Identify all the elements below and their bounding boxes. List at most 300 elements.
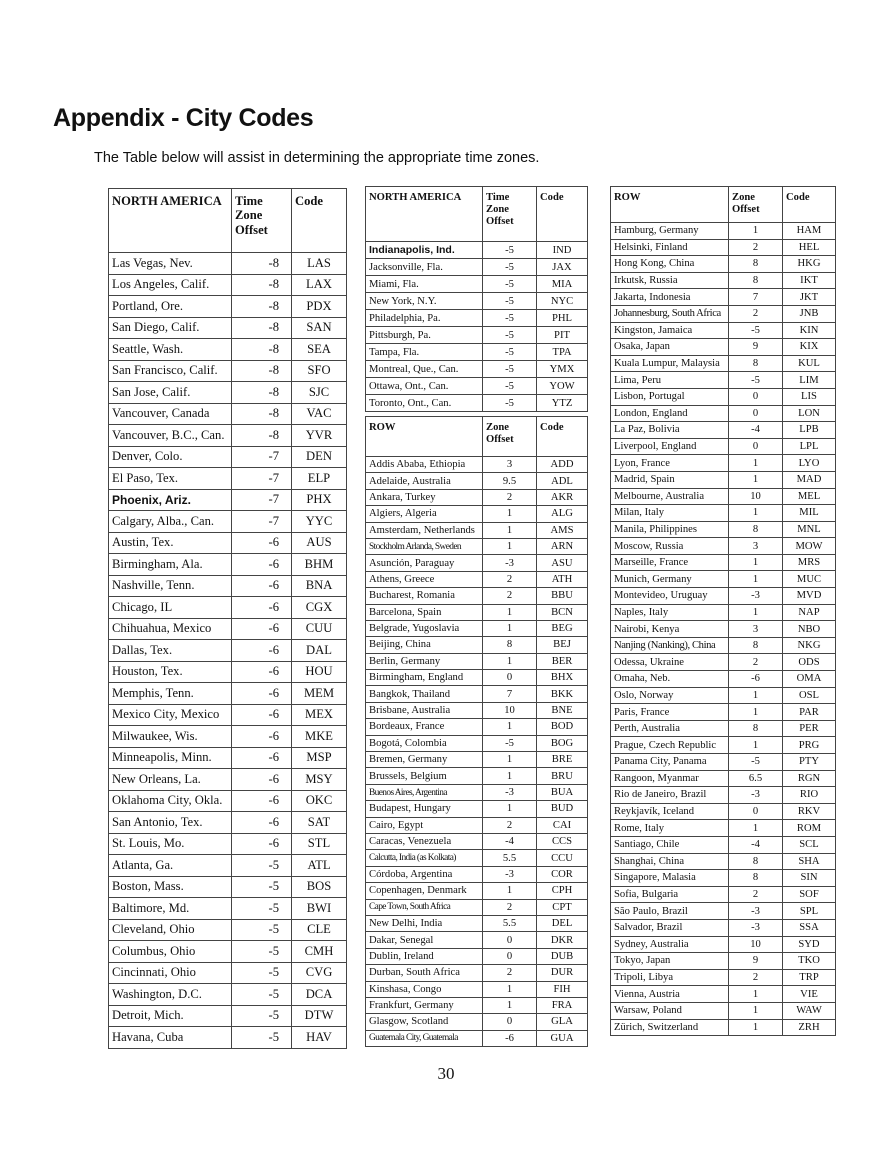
zone-offset-cell: -5: [729, 322, 783, 339]
table-row: [611, 339, 836, 356]
code-cell: BER: [537, 653, 588, 669]
zone-offset-cell: 1: [483, 538, 537, 554]
city-cell: Brussels, Belgium: [366, 768, 483, 784]
city-cell: Rome, Italy: [611, 820, 729, 837]
code-cell: LIM: [783, 372, 836, 389]
code-cell: PER: [783, 720, 836, 737]
city-cell: Bordeaux, France: [366, 719, 483, 735]
code-cell: MRS: [783, 554, 836, 571]
city-cell: Kingston, Jamaica: [611, 322, 729, 339]
table-row: [366, 932, 588, 948]
zone-offset-cell: -5: [483, 344, 537, 361]
column-header: NORTH AMERICA: [109, 189, 232, 253]
table-row: [109, 253, 347, 275]
zone-offset-cell: 1: [729, 455, 783, 472]
code-cell: GUA: [537, 1030, 588, 1046]
code-cell: LAS: [292, 253, 347, 275]
zone-offset-cell: -6: [232, 575, 292, 597]
code-cell: KIN: [783, 322, 836, 339]
code-cell: ODS: [783, 654, 836, 671]
table-row: [109, 532, 347, 554]
city-cell: Cairo, Egypt: [366, 817, 483, 833]
table-row: [109, 919, 347, 941]
city-cell: San Jose, Calif.: [109, 382, 232, 404]
zone-offset-cell: 1: [483, 801, 537, 817]
code-cell: HKG: [783, 256, 836, 273]
table-row: [611, 422, 836, 439]
code-cell: PHL: [537, 310, 588, 327]
zone-offset-cell: 1: [483, 522, 537, 538]
table-row: [109, 941, 347, 963]
zone-offset-cell: 1: [483, 883, 537, 899]
code-cell: AMS: [537, 522, 588, 538]
code-cell: TPA: [537, 344, 588, 361]
zone-offset-cell: 0: [483, 670, 537, 686]
zone-offset-cell: -7: [232, 489, 292, 511]
table-row: [366, 259, 588, 276]
code-cell: MEL: [783, 488, 836, 505]
zone-offset-cell: 0: [729, 388, 783, 405]
table-row: [366, 489, 588, 505]
zone-offset-cell: 1: [729, 1002, 783, 1019]
zone-offset-cell: 8: [729, 637, 783, 654]
code-cell: HAV: [292, 1027, 347, 1049]
zone-offset-cell: -5: [483, 378, 537, 395]
table-row: [109, 661, 347, 683]
code-cell: LAX: [292, 274, 347, 296]
city-cell: Córdoba, Argentina: [366, 866, 483, 882]
city-cell: Lyon, France: [611, 455, 729, 472]
zone-offset-cell: -5: [232, 941, 292, 963]
city-cell: Milan, Italy: [611, 505, 729, 522]
code-cell: BUA: [537, 784, 588, 800]
code-cell: OSL: [783, 687, 836, 704]
table-row: [109, 833, 347, 855]
code-cell: PRG: [783, 737, 836, 754]
code-cell: CMH: [292, 941, 347, 963]
table-row: [611, 886, 836, 903]
city-cell: Beijing, China: [366, 637, 483, 653]
city-cell: Denver, Colo.: [109, 446, 232, 468]
city-cell: Reykjavík, Iceland: [611, 803, 729, 820]
zone-offset-cell: 2: [729, 969, 783, 986]
code-cell: TKO: [783, 953, 836, 970]
zone-offset-cell: -5: [483, 361, 537, 378]
zone-offset-cell: -5: [729, 754, 783, 771]
zone-offset-cell: 0: [729, 803, 783, 820]
city-cell: Vienna, Austria: [611, 986, 729, 1003]
table-row: [611, 803, 836, 820]
zone-offset-cell: -6: [232, 790, 292, 812]
code-cell: BWI: [292, 898, 347, 920]
code-cell: SEA: [292, 339, 347, 361]
code-cell: LON: [783, 405, 836, 422]
zone-offset-cell: 10: [483, 702, 537, 718]
table-row: [366, 866, 588, 882]
code-cell: SIN: [783, 870, 836, 887]
code-cell: MNL: [783, 521, 836, 538]
zone-offset-cell: 1: [729, 471, 783, 488]
zone-offset-cell: -6: [232, 661, 292, 683]
zone-offset-cell: -3: [729, 919, 783, 936]
city-cell: Athens, Greece: [366, 571, 483, 587]
table-row: [366, 538, 588, 554]
table-row: [611, 272, 836, 289]
city-cell: Las Vegas, Nev.: [109, 253, 232, 275]
city-cell: Oklahoma City, Okla.: [109, 790, 232, 812]
table-row: [611, 820, 836, 837]
zone-offset-cell: -8: [232, 296, 292, 318]
city-cell: Adelaide, Australia: [366, 473, 483, 489]
zone-offset-cell: 1: [729, 737, 783, 754]
city-cell: Phoenix, Ariz.: [109, 489, 232, 511]
code-cell: JAX: [537, 259, 588, 276]
city-cell: Munich, Germany: [611, 571, 729, 588]
table-row: [611, 919, 836, 936]
zone-offset-cell: -5: [483, 395, 537, 412]
zone-offset-cell: 3: [729, 621, 783, 638]
table-row: [109, 511, 347, 533]
code-cell: KUL: [783, 355, 836, 372]
zone-offset-cell: -3: [483, 555, 537, 571]
code-cell: SFO: [292, 360, 347, 382]
city-cell: San Francisco, Calif.: [109, 360, 232, 382]
table-row: [611, 355, 836, 372]
city-cell: Miami, Fla.: [366, 276, 483, 293]
city-cell: Paris, France: [611, 704, 729, 721]
column-header: Code: [537, 417, 588, 457]
code-cell: ELP: [292, 468, 347, 490]
city-cell: Madrid, Spain: [611, 471, 729, 488]
city-cell: Philadelphia, Pa.: [366, 310, 483, 327]
code-cell: VAC: [292, 403, 347, 425]
code-cell: DTW: [292, 1005, 347, 1027]
table-row: [611, 953, 836, 970]
zone-offset-cell: -5: [232, 898, 292, 920]
column-header: ROW: [611, 187, 729, 223]
zone-offset-cell: 1: [729, 223, 783, 240]
table-row: [109, 855, 347, 877]
zone-offset-cell: 8: [729, 720, 783, 737]
city-cell: Addis Ababa, Ethiopia: [366, 457, 483, 473]
zone-offset-cell: 1: [483, 604, 537, 620]
code-cell: HOU: [292, 661, 347, 683]
table-header-row: [611, 187, 836, 223]
table-row: [611, 737, 836, 754]
code-cell: BHM: [292, 554, 347, 576]
table-row: [366, 473, 588, 489]
zone-offset-cell: 1: [729, 505, 783, 522]
zone-offset-cell: 1: [483, 997, 537, 1013]
table-row: [366, 293, 588, 310]
code-cell: HAM: [783, 223, 836, 240]
zone-offset-cell: 3: [729, 538, 783, 555]
column-header: Code: [292, 189, 347, 253]
table-row: [366, 344, 588, 361]
code-cell: YMX: [537, 361, 588, 378]
table-row: [109, 403, 347, 425]
table-row: [109, 360, 347, 382]
city-cell: Seattle, Wash.: [109, 339, 232, 361]
city-cell: Chihuahua, Mexico: [109, 618, 232, 640]
city-cell: Guatemala City, Guatemala: [366, 1030, 483, 1046]
zone-offset-cell: 3: [483, 457, 537, 473]
table-row: [611, 223, 836, 240]
zone-offset-cell: 7: [729, 289, 783, 306]
table-row: [109, 1027, 347, 1049]
table-row: [611, 388, 836, 405]
city-cell: Washington, D.C.: [109, 984, 232, 1006]
table-row: [611, 621, 836, 638]
table-row: [109, 382, 347, 404]
table-row: [611, 687, 836, 704]
zone-offset-cell: -4: [729, 836, 783, 853]
city-cell: San Antonio, Tex.: [109, 812, 232, 834]
table-row: [366, 801, 588, 817]
city-cell: Oslo, Norway: [611, 687, 729, 704]
city-cell: Havana, Cuba: [109, 1027, 232, 1049]
city-cell: Portland, Ore.: [109, 296, 232, 318]
table-row: [611, 754, 836, 771]
table-row: [109, 812, 347, 834]
zone-offset-cell: 2: [483, 899, 537, 915]
zone-offset-cell: 10: [729, 488, 783, 505]
city-cell: Zürich, Switzerland: [611, 1019, 729, 1036]
city-cell: Rangoon, Myanmar: [611, 770, 729, 787]
table-row: [611, 836, 836, 853]
table-row: [366, 899, 588, 915]
table-row: [366, 702, 588, 718]
city-cell: Perth, Australia: [611, 720, 729, 737]
code-cell: MEM: [292, 683, 347, 705]
code-cell: MIA: [537, 276, 588, 293]
table-row: [366, 637, 588, 653]
city-cell: Pittsburgh, Pa.: [366, 327, 483, 344]
zone-offset-cell: 8: [729, 853, 783, 870]
city-cell: Dakar, Senegal: [366, 932, 483, 948]
city-cell: Omaha, Neb.: [611, 671, 729, 688]
city-cell: Amsterdam, Netherlands: [366, 522, 483, 538]
code-cell: DCA: [292, 984, 347, 1006]
code-cell: COR: [537, 866, 588, 882]
code-cell: MVD: [783, 588, 836, 605]
table-row: [611, 521, 836, 538]
code-cell: OKC: [292, 790, 347, 812]
zone-offset-cell: -3: [729, 903, 783, 920]
code-cell: IKT: [783, 272, 836, 289]
table-row: [366, 768, 588, 784]
code-cell: DUB: [537, 948, 588, 964]
city-cell: Houston, Tex.: [109, 661, 232, 683]
zone-offset-cell: 1: [483, 653, 537, 669]
table-row: [366, 522, 588, 538]
city-cell: Tampa, Fla.: [366, 344, 483, 361]
table-row: [109, 446, 347, 468]
zone-offset-cell: -5: [232, 855, 292, 877]
code-cell: CLE: [292, 919, 347, 941]
zone-offset-cell: -6: [232, 726, 292, 748]
zone-offset-cell: -3: [483, 866, 537, 882]
zone-offset-cell: -6: [232, 532, 292, 554]
city-cell: Odessa, Ukraine: [611, 654, 729, 671]
city-codes-table-north-america-1: [108, 188, 347, 1049]
column-header: Code: [783, 187, 836, 223]
code-cell: ATH: [537, 571, 588, 587]
zone-offset-cell: -6: [232, 597, 292, 619]
code-cell: ROM: [783, 820, 836, 837]
city-cell: Birmingham, Ala.: [109, 554, 232, 576]
table-row: [109, 489, 347, 511]
table-row: [611, 289, 836, 306]
table-header-row: [366, 187, 588, 242]
zone-offset-cell: 1: [729, 820, 783, 837]
city-cell: Warsaw, Poland: [611, 1002, 729, 1019]
code-cell: BOD: [537, 719, 588, 735]
table-row: [611, 903, 836, 920]
code-cell: MSY: [292, 769, 347, 791]
code-cell: OMA: [783, 671, 836, 688]
table-row: [366, 915, 588, 931]
city-cell: Singapore, Malasia: [611, 870, 729, 887]
city-cell: La Paz, Bolivia: [611, 422, 729, 439]
table-row: [366, 850, 588, 866]
zone-offset-cell: 7: [483, 686, 537, 702]
city-cell: Melbourne, Australia: [611, 488, 729, 505]
table-row: [366, 981, 588, 997]
table-row: [611, 969, 836, 986]
city-cell: Frankfurt, Germany: [366, 997, 483, 1013]
table-row: [611, 604, 836, 621]
city-cell: Algiers, Algeria: [366, 506, 483, 522]
code-cell: ZRH: [783, 1019, 836, 1036]
zone-offset-cell: 9: [729, 339, 783, 356]
table-row: [366, 620, 588, 636]
table-row: [366, 588, 588, 604]
table-row: [109, 468, 347, 490]
zone-offset-cell: 8: [729, 355, 783, 372]
code-cell: DEL: [537, 915, 588, 931]
code-cell: FIH: [537, 981, 588, 997]
code-cell: CCU: [537, 850, 588, 866]
city-cell: San Diego, Calif.: [109, 317, 232, 339]
table-row: [109, 597, 347, 619]
city-cell: Moscow, Russia: [611, 538, 729, 555]
code-cell: RIO: [783, 787, 836, 804]
city-cell: Bangkok, Thailand: [366, 686, 483, 702]
zone-offset-cell: 1: [483, 752, 537, 768]
code-cell: HEL: [783, 239, 836, 256]
code-cell: BEG: [537, 620, 588, 636]
table-row: [611, 853, 836, 870]
code-cell: MIL: [783, 505, 836, 522]
code-cell: TRP: [783, 969, 836, 986]
code-cell: MKE: [292, 726, 347, 748]
city-cell: Naples, Italy: [611, 604, 729, 621]
city-cell: Cape Town, South Africa: [366, 899, 483, 915]
city-cell: Manila, Philippines: [611, 521, 729, 538]
table-row: [366, 948, 588, 964]
city-cell: Hong Kong, China: [611, 256, 729, 273]
code-cell: LPB: [783, 422, 836, 439]
city-cell: Dallas, Tex.: [109, 640, 232, 662]
zone-offset-cell: -6: [232, 683, 292, 705]
city-cell: Kinshasa, Congo: [366, 981, 483, 997]
city-cell: Indianapolis, Ind.: [366, 242, 483, 259]
zone-offset-cell: -6: [232, 833, 292, 855]
zone-offset-cell: 1: [483, 620, 537, 636]
zone-offset-cell: -8: [232, 274, 292, 296]
column-header: Time Zone Offset: [483, 187, 537, 242]
city-cell: Toronto, Ont., Can.: [366, 395, 483, 412]
city-cell: Helsinki, Finland: [611, 239, 729, 256]
city-cell: Copenhagen, Denmark: [366, 883, 483, 899]
city-cell: Rio de Janeiro, Brazil: [611, 787, 729, 804]
table-row: [611, 588, 836, 605]
code-cell: YYC: [292, 511, 347, 533]
city-cell: St. Louis, Mo.: [109, 833, 232, 855]
code-cell: ARN: [537, 538, 588, 554]
table-row: [366, 653, 588, 669]
table-row: [611, 936, 836, 953]
zone-offset-cell: -5: [483, 735, 537, 751]
zone-offset-cell: -5: [232, 984, 292, 1006]
zone-offset-cell: -6: [232, 618, 292, 640]
code-cell: NAP: [783, 604, 836, 621]
zone-offset-cell: 1: [729, 1019, 783, 1036]
zone-offset-cell: 2: [729, 654, 783, 671]
code-cell: PHX: [292, 489, 347, 511]
city-cell: Calgary, Alba., Can.: [109, 511, 232, 533]
code-cell: SSA: [783, 919, 836, 936]
city-cell: Glasgow, Scotland: [366, 1014, 483, 1030]
table-row: [611, 986, 836, 1003]
city-cell: Shanghai, China: [611, 853, 729, 870]
zone-offset-cell: -6: [232, 769, 292, 791]
city-cell: Belgrade, Yugoslavia: [366, 620, 483, 636]
city-cell: Jakarta, Indonesia: [611, 289, 729, 306]
code-cell: BOS: [292, 876, 347, 898]
city-codes-table-north-america-2: [365, 186, 588, 412]
code-cell: CGX: [292, 597, 347, 619]
zone-offset-cell: -8: [232, 403, 292, 425]
zone-offset-cell: -5: [232, 1005, 292, 1027]
code-cell: LPL: [783, 438, 836, 455]
table-row: [109, 554, 347, 576]
code-cell: LIS: [783, 388, 836, 405]
zone-offset-cell: 1: [483, 768, 537, 784]
city-cell: Bogotá, Colombia: [366, 735, 483, 751]
zone-offset-cell: 8: [729, 256, 783, 273]
zone-offset-cell: -4: [729, 422, 783, 439]
zone-offset-cell: 8: [729, 521, 783, 538]
city-cell: Nanjing (Nanking), China: [611, 637, 729, 654]
code-cell: SPL: [783, 903, 836, 920]
table-row: [366, 965, 588, 981]
code-cell: CVG: [292, 962, 347, 984]
code-cell: BNE: [537, 702, 588, 718]
table-row: [109, 747, 347, 769]
table-row: [611, 1002, 836, 1019]
zone-offset-cell: -8: [232, 382, 292, 404]
zone-offset-cell: -7: [232, 446, 292, 468]
city-cell: Prague, Czech Republic: [611, 737, 729, 754]
zone-offset-cell: -6: [232, 554, 292, 576]
table-row: [611, 671, 836, 688]
column-header: Zone Offset: [483, 417, 537, 457]
city-cell: London, England: [611, 405, 729, 422]
table-row: [366, 997, 588, 1013]
zone-offset-cell: 1: [729, 687, 783, 704]
